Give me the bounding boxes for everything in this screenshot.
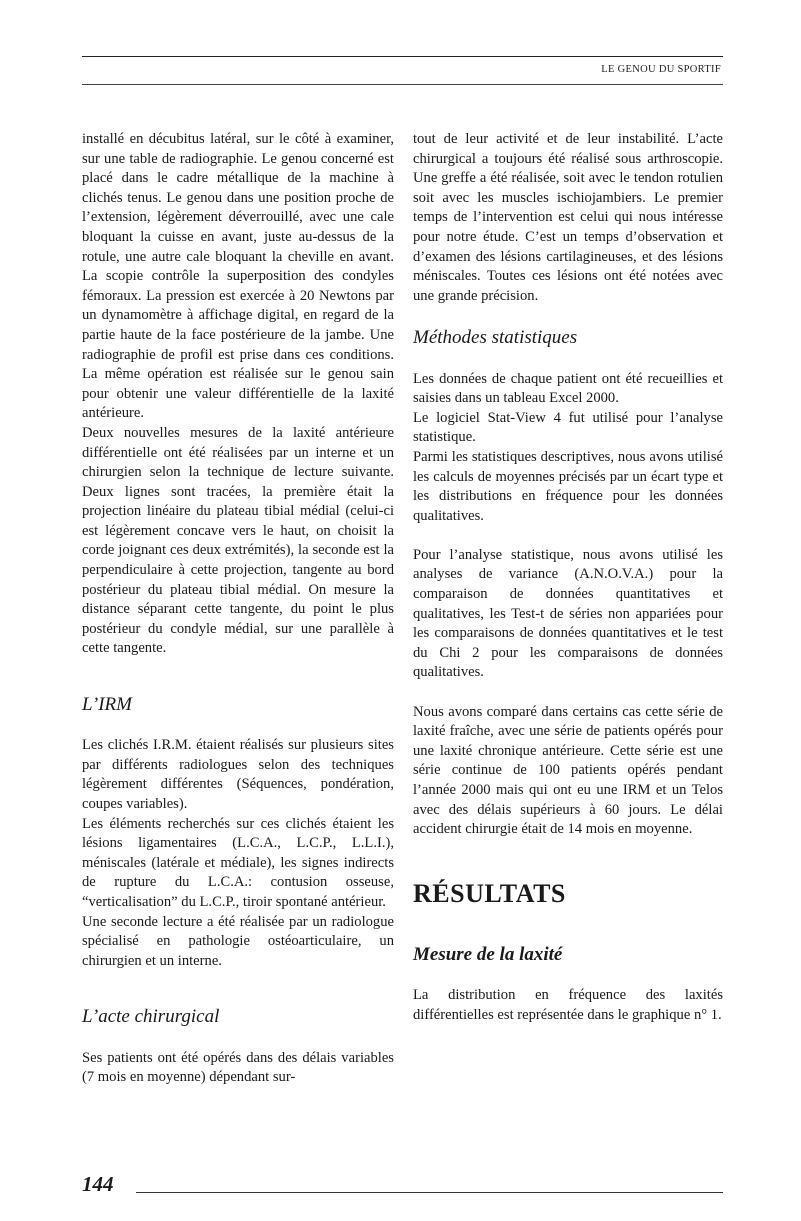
footer-rule (136, 1192, 723, 1193)
paragraph: installé en décubitus latéral, sur le côté à examiner, sur une table de radiographie. Le genou concerné est placé dans le cadre métallique de la machine à clichés tenus. Le genou dans une position proche de l’extension, légèrement déverrouillé, avec une cale bloquant la cuisse en avant, juste au-dessus de la rotule, une autre cale bloquant la cheville en avant. La scopie contrôle la superposition des condyles fémoraux. La pression est exercée à 20 Newtons par un dynamomètre à affichage digital, en regard de la partie haute de la face postérieure de la jambe. Une radiographie de profil est prise dans ces conditions. La même opération est réalisée sur le genou sain pour obtenir une valeur différentielle de la laxité antérieure. (82, 131, 394, 422)
paragraph: Le logiciel Stat-View 4 fut utilisé pour l’analyse statistique. (413, 409, 723, 446)
subheading-mesure-laxite: Mesure de la laxité (413, 943, 563, 965)
paragraph: Deux nouvelles mesures de la laxité antérieure différentielle ont été réalisées par un interne et un chirurgien selon la technique de lecture suivante. Deux lignes sont tracées, la première était la projection linéaire du plateau tibial médial (celui-ci est légèrement concave vers le haut, on choisit la corde joignant ces deux extrémités), la seconde est la perpendiculaire à cette projection, tangente au bord postérieur du plateau tibial médial. On mesure la distance séparant cette tangente, du point le plus postérieur du condyle médial, sur une parallèle à cette tangente. (82, 424, 394, 657)
paragraph: Les données de chaque patient ont été recueillies et saisies dans un tableau Excel 2000. (413, 370, 723, 407)
page-number: 144 (82, 1172, 114, 1196)
right-column (413, 130, 723, 1025)
subheading-methodes-statistiques: Méthodes statistiques (413, 326, 578, 348)
paragraph: tout de leur activité et de leur instabilité. L’acte chirurgical a toujours été réalisé sous arthroscopie. Une greffe a été réalisée, soit avec le tendon rotulien soit avec les muscles ischiojambiers. Le premier temps de l’intervention est celui qui nous intéresse pour notre étude. C’est un temps d’observation et d’examen des lésions cartilagineuses, et des lésions méniscales. Toutes ces lésions ont été notées avec une grande précision. (413, 131, 723, 304)
left-column (82, 130, 394, 1088)
section-heading-resultats: RÉSULTATS (413, 878, 566, 908)
header-top-rule (82, 56, 723, 57)
header-bottom-rule (82, 84, 723, 85)
subheading-irm: L’IRM (82, 693, 132, 715)
paragraph: Parmi les statistiques descriptives, nous avons utilisé les calculs de moyennes précisés par un écart type et les distributions en fréquence pour les données qualitatives. (413, 448, 723, 524)
paragraph: Les éléments recherchés sur ces clichés étaient les lésions ligamentaires (L.C.A., L.C.P., L.L.I.), méniscales (latérale et médiale), les signes indirects de rupture du L.C.A.: contusion osseuse, “verticalisation” du L.C.P., tiroir spontané antérieur. (82, 815, 394, 910)
paragraph: La distribution en fréquence des laxités différentielles est représentée dans le graphique n° 1. (413, 987, 723, 1023)
paragraph: Ses patients ont été opérés dans des délais variables (7 mois en moyenne) dépendant sur- (82, 1049, 394, 1086)
subheading-acte-chirurgical: L’acte chirurgical (82, 1005, 220, 1027)
paragraph: Pour l’analyse statistique, nous avons utilisé les analyses de variance (A.N.O.V.A.) pour la comparaison de données quantitatives et qualitatives, les Test-t de séries non appariées pour les comparaisons de données quantitatives et le test du Chi 2 pour les comparaisons de données qualitatives. (413, 546, 723, 681)
paragraph: Une seconde lecture a été réalisée par un radiologue spécialisé en pathologie ostéoarticulaire, un chirurgien et un interne. (82, 913, 394, 969)
paragraph: Nous avons comparé dans certains cas cette série de laxité fraîche, avec une série de patients opérés pour une laxité chronique antérieure. Cette série est une série continue de 100 patients opérés pendant l’année 2000 mais qui ont eu une IRM et un Telos avec des délais supérieurs à 60 jours. Le délai accident chirurgie était de 14 mois en moyenne. (413, 703, 723, 838)
paragraph: Les clichés I.R.M. étaient réalisés sur plusieurs sites par différents radiologues selon des techniques légèrement différentes (Séquences, pondération, coupes variables). (82, 737, 394, 812)
running-head: LE GENOU DU SPORTIF (601, 64, 721, 75)
